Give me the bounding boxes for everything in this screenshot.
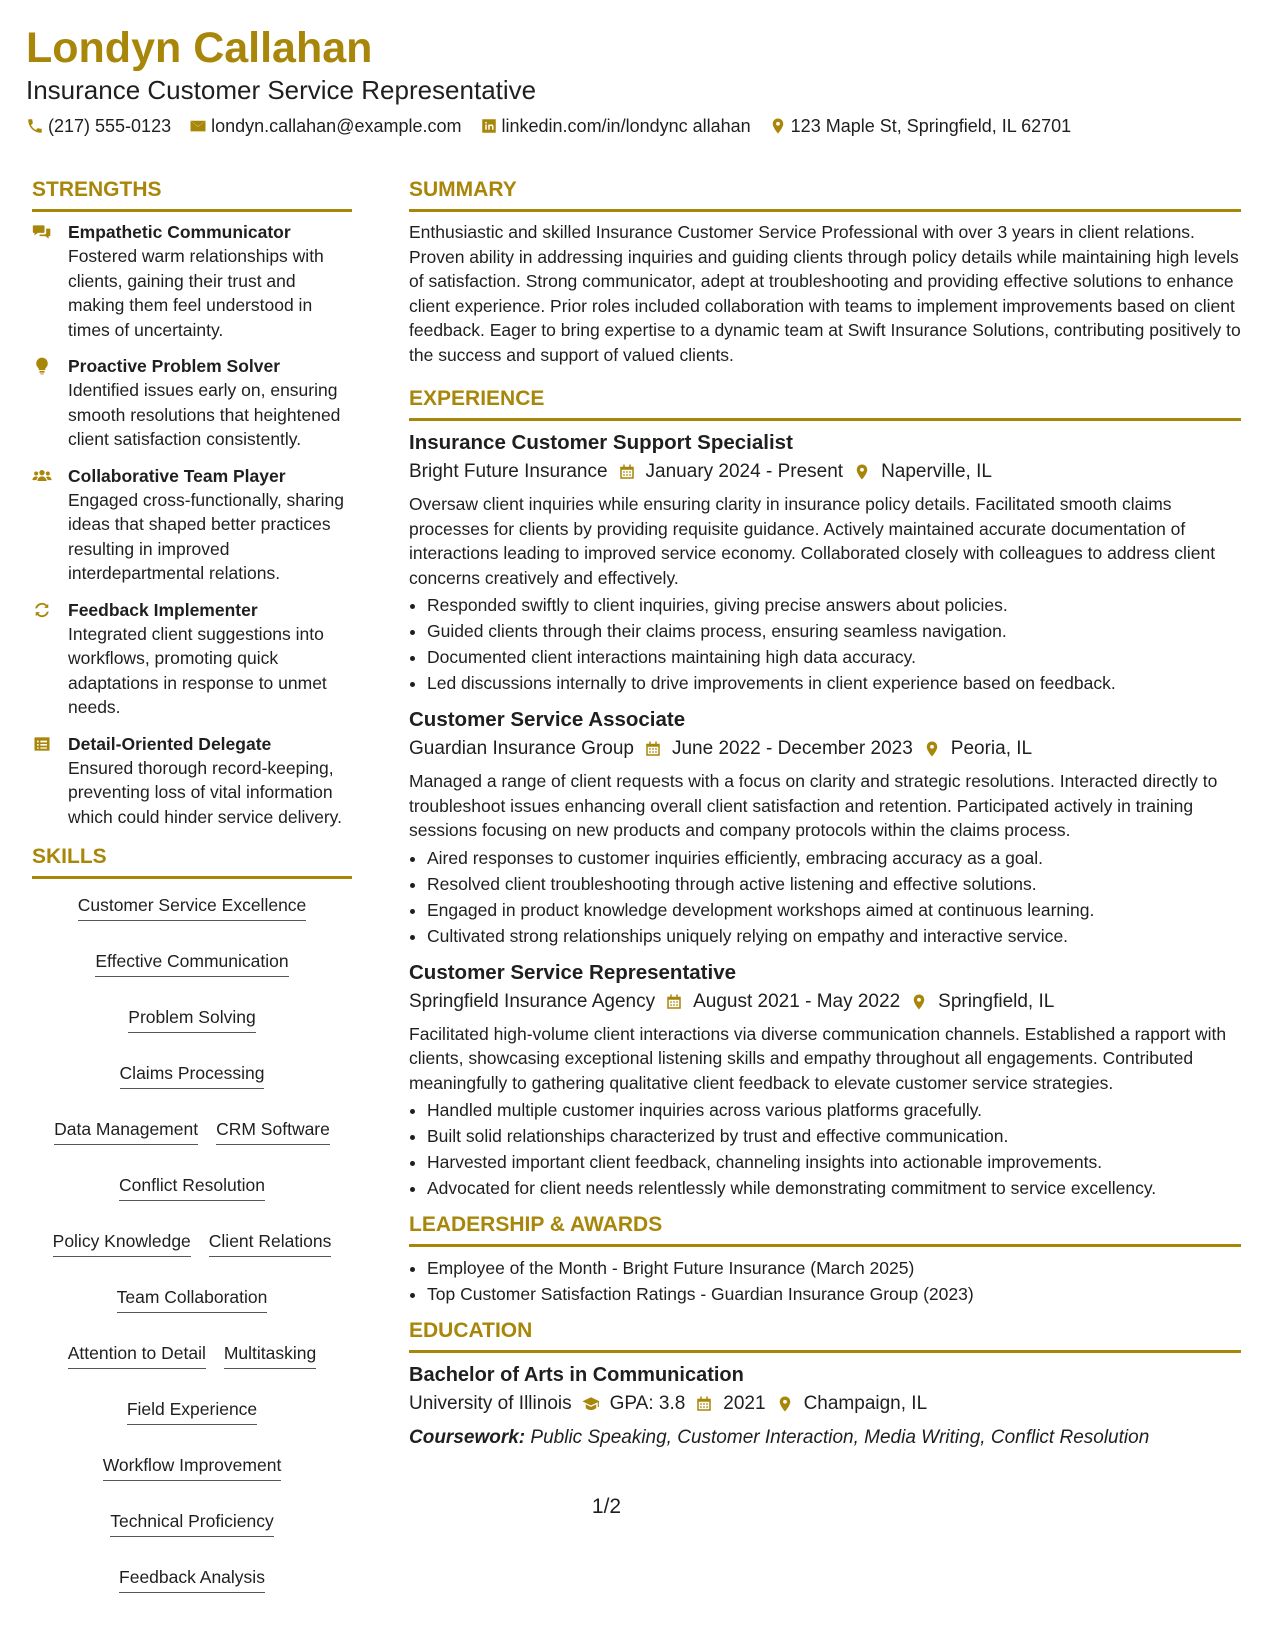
map-pin-icon <box>769 117 787 135</box>
job-company: Guardian Insurance Group <box>409 738 634 759</box>
job-bullets <box>409 845 1241 949</box>
education-degree: Bachelor of Arts in Communication <box>409 1364 744 1386</box>
education-section <box>409 1317 1241 1452</box>
job-bullet: • Cultivated strong relationships uniquely relying on empathy and interactive service. <box>427 923 1241 949</box>
skill-tag: Policy Knowledge <box>53 1229 191 1257</box>
summary-text: Enthusiastic and skilled Insurance Customer Service Professional with over 3 years in client relations. Proven ability in addressing inquiries and guiding clients through policy details while maintaining high levels of satisfaction. Strong communicator, adept at troubleshooting and providing effective solutions to enhance client experience. Prior roles included collaboration with teams to implement improvements based on client feedback. Eager to bring expertise to a dynamic team at Swift Insurance Solutions, contributing positively to the success and support of valued clients. <box>409 222 1241 365</box>
calendar-icon <box>644 740 662 758</box>
skill-tag: Client Relations <box>209 1229 332 1257</box>
page-number: 1/2 <box>591 1495 622 1518</box>
job-dates: June 2022 - December 2023 <box>671 738 913 759</box>
chat-bubbles-icon <box>32 222 52 242</box>
skill-tag: Claims Processing <box>120 1061 265 1089</box>
coursework-label: Coursework: <box>409 1427 526 1448</box>
strength-description: Identified issues early on, ensuring smooth resolutions that heightened client satisfaction consistently. <box>68 380 341 449</box>
skill-tag: Feedback Analysis <box>119 1565 265 1593</box>
job-dates: January 2024 - Present <box>645 461 844 482</box>
job-bullet: • Aired responses to customer inquiries efficiently, embracing accuracy as a goal. <box>427 845 1241 871</box>
job-bullet: • Harvested important client feedback, channeling insights into actionable improvements. <box>427 1149 1241 1175</box>
job-bullets <box>409 1097 1241 1201</box>
contact-phone-text: (217) 555-0123 <box>48 116 172 136</box>
skill-tag: Conflict Resolution <box>119 1173 265 1201</box>
map-pin-icon <box>853 463 871 481</box>
job-meta <box>409 458 1241 486</box>
strength-item <box>32 732 352 830</box>
awards-heading: LEADERSHIP & AWARDS <box>409 1213 663 1236</box>
skill-tag: Team Collaboration <box>117 1285 268 1313</box>
skills-heading: SKILLS <box>32 845 107 868</box>
skill-tag: Problem Solving <box>128 1005 255 1033</box>
job-entry <box>409 429 1241 696</box>
contact-address <box>769 114 1072 138</box>
left-column <box>32 176 352 1593</box>
phone-icon <box>26 117 44 135</box>
job-bullet: • Engaged in product knowledge development workshops aimed at continuous learning. <box>427 897 1241 923</box>
summary-heading: SUMMARY <box>409 178 517 201</box>
strength-description: Integrated client suggestions into workflows, promoting quick adaptations in response to unmet needs. <box>68 623 327 717</box>
experience-section <box>409 385 1241 1201</box>
job-bullet: • Responded swiftly to client inquiries, giving precise answers about policies. <box>427 592 1241 618</box>
summary-divider <box>409 209 1241 212</box>
calendar-icon <box>618 463 636 481</box>
job-bullet: • Handled multiple customer inquiries across various platforms gracefully. <box>427 1097 1241 1123</box>
job-bullet: • Documented client interactions maintaining high data accuracy. <box>427 644 1241 670</box>
job-bullet: • Advocated for client needs relentlessly while demonstrating commitment to service excellency. <box>427 1175 1241 1201</box>
strengths-divider <box>32 209 352 212</box>
skills-section <box>32 843 352 1593</box>
list-alt-icon <box>32 734 52 754</box>
contact-email[interactable] <box>189 114 461 138</box>
job-company: Springfield Insurance Agency <box>409 990 656 1012</box>
awards-section <box>409 1211 1241 1307</box>
skill-tag: Multitasking <box>224 1341 316 1369</box>
contact-linkedin-text: linkedin.com/in/londync allahan <box>501 116 751 136</box>
strength-title: Feedback Implementer <box>68 599 258 620</box>
strength-title: Empathetic Communicator <box>68 222 291 242</box>
strength-item <box>32 220 352 342</box>
skill-tag: Data Management <box>54 1117 198 1145</box>
skill-tag: Customer Service Excellence <box>78 893 307 921</box>
job-bullet: • Built solid relationships characterized by trust and effective communication. <box>427 1123 1241 1149</box>
skills-list <box>32 887 352 1593</box>
contact-bar <box>26 114 1246 138</box>
lightbulb-icon <box>32 356 52 376</box>
skill-tag: Attention to Detail <box>68 1341 206 1369</box>
education-year: 2021 <box>723 1393 766 1414</box>
job-bullet: • Led discussions internally to drive improvements in client experience based on feedback. <box>427 670 1241 696</box>
strength-title: Detail-Oriented Delegate <box>68 733 272 754</box>
resume-header <box>26 22 1246 138</box>
education-meta <box>409 1390 1241 1418</box>
experience-heading: EXPERIENCE <box>409 387 545 410</box>
calendar-icon <box>695 1395 713 1413</box>
education-location: Champaign, IL <box>803 1393 928 1414</box>
awards-divider <box>409 1244 1241 1247</box>
award-item: • Employee of the Month - Bright Future Insurance (March 2025) <box>427 1255 1241 1281</box>
strengths-heading: STRENGTHS <box>32 178 162 201</box>
strength-title: Proactive Problem Solver <box>68 356 281 376</box>
job-meta <box>409 735 1241 763</box>
experience-divider <box>409 418 1241 421</box>
strength-description: Ensured thorough record-keeping, preventing loss of vital information which could hinder service delivery. <box>68 757 342 827</box>
contact-linkedin[interactable] <box>480 114 751 138</box>
education-heading: EDUCATION <box>409 1319 533 1342</box>
job-location: Springfield, IL <box>938 990 1055 1012</box>
right-column <box>409 176 1241 1452</box>
candidate-title: Insurance Customer Service Representative <box>26 75 537 105</box>
education-school: University of Illinois <box>409 1393 572 1414</box>
strength-title: Collaborative Team Player <box>68 465 286 486</box>
job-bullets <box>409 592 1241 696</box>
strengths-section <box>32 176 352 829</box>
strength-item <box>32 598 352 720</box>
job-bullet: • Resolved client troubleshooting through active listening and effective solutions. <box>427 871 1241 897</box>
contact-address-text: 123 Maple St, Springfield, IL 62701 <box>790 116 1072 136</box>
job-role: Customer Service Associate <box>409 708 686 731</box>
strength-item <box>32 464 352 586</box>
job-entry <box>409 706 1241 949</box>
job-description: Facilitated high-volume client interactions via diverse communication channels. Established a rapport with clients, showcasing exceptional listening skills and empathy throughout all engagements. Contributed meaningfully to gathering qualitative client feedback to elevate customer service strategies. <box>409 1023 1227 1093</box>
skill-tag: Field Experience <box>127 1397 257 1425</box>
job-role: Insurance Customer Support Specialist <box>409 431 793 454</box>
users-icon <box>32 466 52 486</box>
job-company: Bright Future Insurance <box>409 461 608 482</box>
job-description: Managed a range of client requests with a focus on clarity and strategic resolutions. Interacted directly to troubleshoot issues enhancing overall client satisfaction and retention. Participated actively in training sessions focusing on new products and company protocols within the claims process. <box>409 771 1218 840</box>
job-entry <box>409 959 1241 1202</box>
refresh-icon <box>32 600 52 620</box>
education-gpa: GPA: 3.8 <box>609 1393 686 1414</box>
job-description: Oversaw client inquiries while ensuring clarity in insurance policy details. Facilitated smooth claims processes for clients by providing requisite guidance. Actively maintained accurate documentation of interactions leading to improved service economy. Collaborated closely with colleagues to address client concerns creatively and effectively. <box>409 494 1216 588</box>
job-location: Peoria, IL <box>950 738 1033 759</box>
strength-item <box>32 354 352 452</box>
candidate-name: Londyn Callahan <box>26 24 373 72</box>
contact-phone <box>26 114 171 138</box>
strength-description: Engaged cross-functionally, sharing ideas that shaped better practices resulting in improved interdepartmental relations. <box>68 489 344 583</box>
job-dates: August 2021 - May 2022 <box>693 990 901 1012</box>
job-role: Customer Service Representative <box>409 960 737 984</box>
skill-tag: Workflow Improvement <box>103 1453 282 1481</box>
skill-tag: Effective Communication <box>95 949 288 977</box>
map-pin-icon <box>776 1395 794 1413</box>
coursework-list: Public Speaking, Customer Interaction, Media Writing, Conflict Resolution <box>530 1427 1150 1448</box>
calendar-icon <box>665 993 683 1011</box>
award-item: • Top Customer Satisfaction Ratings - Guardian Insurance Group (2023) <box>427 1281 1241 1307</box>
map-pin-icon <box>910 993 928 1011</box>
job-bullet: • Guided clients through their claims process, ensuring seamless navigation. <box>427 618 1241 644</box>
summary-section <box>409 176 1241 367</box>
linkedin-icon <box>480 117 498 135</box>
graduation-cap-icon <box>582 1395 600 1413</box>
map-pin-icon <box>923 740 941 758</box>
skills-divider <box>32 876 352 879</box>
envelope-icon <box>189 117 207 135</box>
education-divider <box>409 1350 1241 1353</box>
job-meta <box>409 988 1241 1016</box>
skill-tag: Technical Proficiency <box>110 1509 273 1537</box>
job-location: Naperville, IL <box>881 461 992 482</box>
contact-email-text: londyn.callahan@example.com <box>211 116 462 136</box>
skill-tag: CRM Software <box>216 1117 330 1145</box>
education-coursework <box>409 1424 1241 1452</box>
awards-list <box>409 1255 1241 1307</box>
strength-description: Fostered warm relationships with clients, gaining their trust and making them feel understood in times of uncertainty. <box>68 246 324 340</box>
